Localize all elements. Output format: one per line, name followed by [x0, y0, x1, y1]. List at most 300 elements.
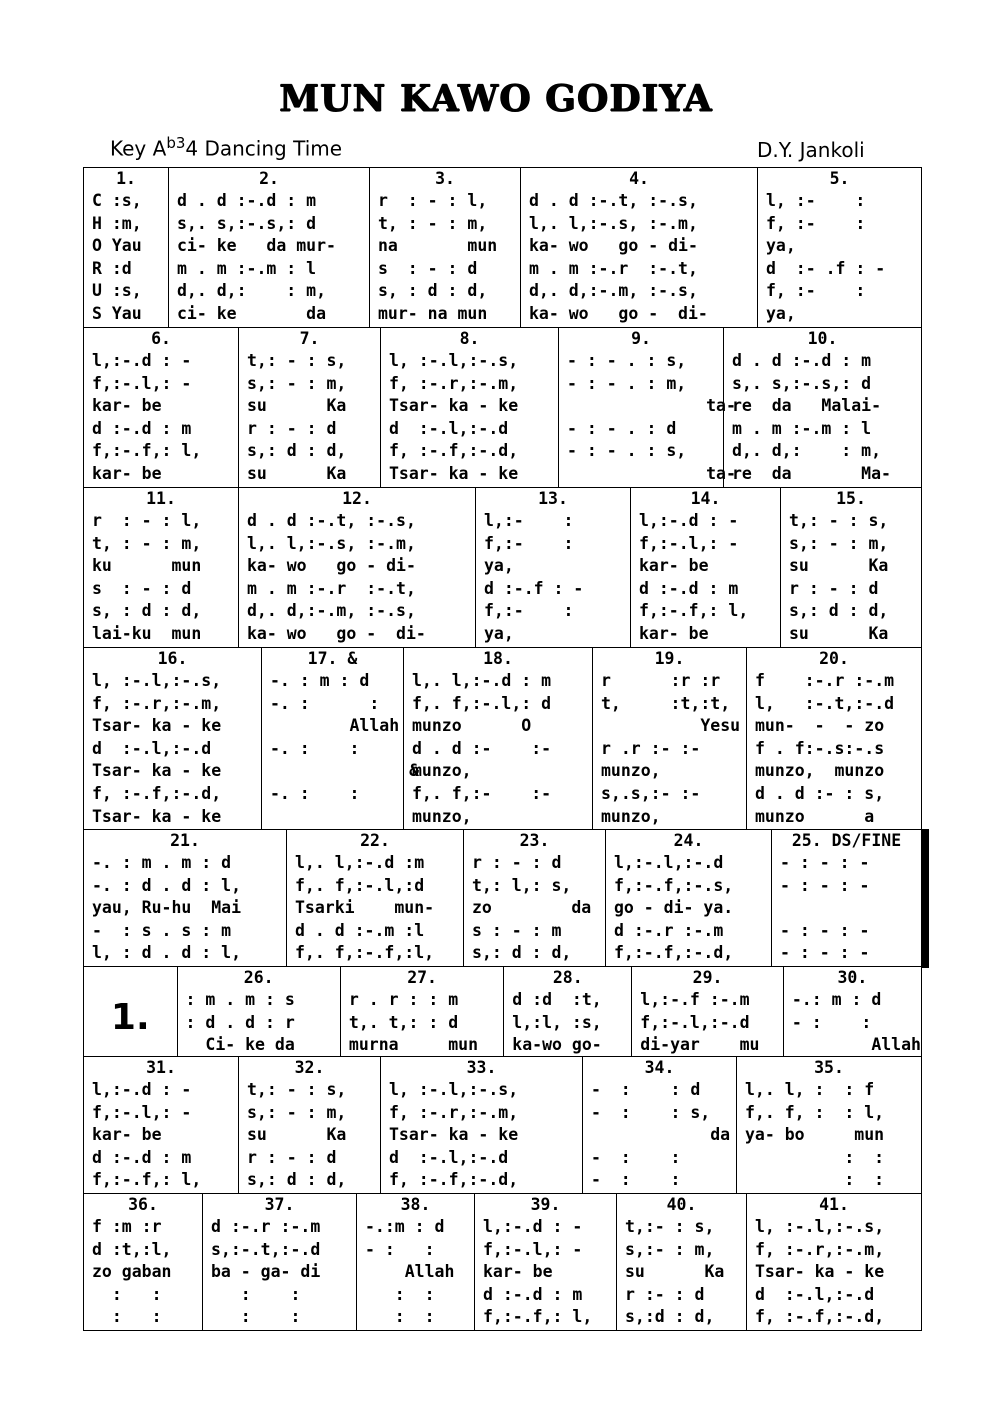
soprano-line: l, :-.l,:-.s,: [92, 671, 222, 690]
lyric-line: munzo O: [412, 716, 532, 736]
bass-line: -. : :: [270, 783, 360, 803]
tenor-line: d :-.l,:-.d: [92, 738, 212, 758]
soprano-line: d :d :t,: [512, 990, 602, 1009]
bass-line: s,: d : d,: [247, 441, 347, 461]
tenor-line: : :: [92, 1284, 162, 1304]
measure-15: [780, 488, 921, 647]
measure-4: [520, 168, 757, 327]
measure-25: [771, 830, 921, 966]
measure-number: 5.: [829, 169, 850, 188]
soprano-line: l,:-.l,:-.d: [614, 853, 724, 872]
lyric-line: go - di- ya.: [614, 898, 734, 918]
tenor-line: d :-.l,:-.d: [755, 1284, 875, 1304]
measure-27: [340, 967, 503, 1056]
measure-number: 27.: [407, 968, 437, 987]
measure-29: [631, 967, 783, 1056]
score-system-1: [83, 167, 922, 327]
lyric-line: ya- bo mun: [745, 1125, 885, 1145]
measure-number: 25. DS/FINE: [791, 831, 902, 850]
measure-14: [630, 488, 780, 647]
alto-line: f,:-.f,:-.s,: [614, 875, 734, 895]
alto-line: s,: - : m,: [247, 1102, 347, 1122]
measure-21: [84, 830, 286, 966]
bass-line: - : - . : s,: [567, 441, 687, 461]
soprano-line: d . d :-.t, :-.s,: [529, 191, 698, 210]
soprano-line: l,:-.d : -: [92, 351, 192, 370]
measure-number: 8.: [459, 329, 480, 348]
soprano-line: r : - : d: [472, 853, 562, 872]
tenor-line: R :d: [92, 258, 132, 278]
tenor-line: r : - : d: [247, 418, 337, 438]
alto-line: -. : :: [270, 693, 380, 713]
bass-line: f,. f,:- :-: [412, 783, 552, 803]
tenor-line: m . m :-.r :-.t,: [529, 258, 698, 278]
tenor-line: f . f:-.s:-.s: [755, 738, 885, 758]
bass-line: d,. d,: : m,: [732, 441, 882, 461]
lyric-line: di-yar mu: [640, 1035, 760, 1055]
measure-32: [238, 1057, 380, 1193]
soprano-line: l, :- :: [766, 191, 866, 210]
measure-16: [84, 648, 261, 829]
soprano-line: l,:-.f :-.m: [640, 990, 750, 1009]
alto-line: f,:- :: [484, 533, 574, 553]
bass-line: s,: d : d,: [789, 601, 889, 621]
bass-line: s,: d : d,: [472, 943, 572, 963]
measure-number: 32.: [294, 1058, 325, 1077]
measure-number: 17. &: [307, 649, 358, 668]
measure-34: [582, 1057, 736, 1193]
tenor-line: d :-.d : m: [639, 578, 739, 598]
lyric-line: Tsar- ka - ke: [92, 761, 222, 781]
lyric-line: kar- be: [92, 1125, 162, 1145]
bass-line: : :: [211, 1307, 301, 1327]
lyric-line: munzo,: [601, 806, 661, 826]
lyric-line: ya,: [766, 303, 796, 323]
alto-line: f,:-.l,:-.d: [640, 1012, 750, 1032]
bass-line: f, :-.f,:-.d,: [389, 1170, 519, 1190]
alto-line: - : :: [791, 1012, 872, 1032]
score-system-6: [83, 966, 922, 1056]
lyric-line: zo gaban: [92, 1262, 172, 1282]
alto-line: f,:-.l,: -: [639, 533, 739, 553]
bass-line: : :: [745, 1170, 885, 1190]
lyric-line: ka- wo go - di-: [247, 556, 416, 576]
lyric-line: O Yau: [92, 236, 142, 256]
soprano-line: l,. l, : : f: [745, 1080, 875, 1099]
tenor-line: s : - : d: [378, 258, 478, 278]
lyric-line: su Ka: [789, 623, 889, 643]
measure-31: [84, 1057, 238, 1193]
measure-3: [369, 168, 520, 327]
measure-number: 28.: [552, 968, 583, 987]
bass-line: f,:-.f,: l,: [639, 601, 749, 621]
alto-line: s,:- : m,: [625, 1239, 715, 1259]
alto-line: l,. l,:-.s, :-.m,: [529, 213, 698, 233]
measure-28: [503, 967, 631, 1056]
measure-26: [177, 967, 340, 1056]
lyric-line: munzo,: [601, 761, 661, 781]
lyric-line: ka- wo go - di-: [247, 623, 426, 643]
lyric-line: su Ka: [247, 396, 347, 416]
tenor-line: d :-.d : m: [92, 1147, 192, 1167]
measure-number: 38.: [400, 1195, 431, 1214]
alto-line: d :t,:l,: [92, 1239, 172, 1259]
measure-number: 15.: [836, 489, 866, 508]
measure-number: 11.: [146, 489, 176, 508]
measure-number: 6.: [151, 329, 171, 348]
lyric-line: mun- - - zo: [755, 716, 885, 736]
soprano-line: - : - : -: [780, 853, 870, 872]
tenor-line: d :-.d : m: [92, 418, 192, 438]
soprano-line: l,:-.d : -: [92, 1080, 192, 1099]
lyric-line: Tsar- ka - ke: [92, 806, 222, 826]
tenor-line: d :-.f : -: [484, 578, 584, 598]
lyric-line: ci- ke da mur-: [177, 236, 336, 256]
bass-line: f, :- :: [766, 281, 866, 301]
lyric-line: S Yau: [92, 303, 142, 323]
measure-7: [238, 328, 380, 487]
soprano-line: l,:- :: [484, 511, 574, 530]
bass-line: : :: [365, 1307, 435, 1327]
measure-number: 14.: [690, 489, 721, 508]
measure-number: 26.: [243, 968, 274, 987]
alto-line: -. : d . d : l,: [92, 875, 242, 895]
alto-line: - : - : -: [780, 875, 870, 895]
bass-line: l, : d . d : l,: [92, 943, 242, 963]
measure-1: [84, 168, 168, 327]
tenor-line: d . d :-.m :l: [295, 920, 425, 940]
soprano-line: f :m :r: [92, 1217, 162, 1236]
alto-line: - : - . : m,: [567, 373, 687, 393]
alto-line: f, :-.r,:-.m,: [92, 693, 222, 713]
lyric-line: ya,: [484, 623, 514, 643]
measure-24: [605, 830, 771, 966]
measure-number: 40.: [666, 1195, 697, 1214]
measure-number: 39.: [530, 1195, 561, 1214]
bass-line: s,.s,:- :-: [601, 783, 701, 803]
soprano-line: d :-.r :-.m: [211, 1217, 321, 1236]
measure-number: 35.: [814, 1058, 844, 1077]
alto-line: f,:-.l,: -: [483, 1239, 583, 1259]
lyric-line: munzo, munzo: [755, 761, 885, 781]
tenor-line: s : - : m: [472, 920, 562, 940]
bass-line: f,:-.f,: l,: [483, 1307, 593, 1327]
lyric-line: Allah: [365, 1262, 455, 1282]
tenor-line: r .r :- :-: [601, 738, 701, 758]
bass-line: f,. f,:-.f,:l,: [295, 943, 435, 963]
alto-line: t, : - : m,: [378, 213, 488, 233]
soprano-line: r . r : : m: [348, 990, 459, 1009]
measure-number: 41.: [819, 1195, 849, 1214]
soprano-line: -. : m : d: [270, 671, 370, 690]
alto-line: l, :-.t,:-.d: [755, 693, 895, 713]
soprano-line: : m . m : s: [185, 990, 295, 1009]
alto-line: f,. f,:-.l,:d: [295, 875, 425, 895]
measure-number: 13.: [538, 489, 568, 508]
lyric-line: ka- wo go - di-: [529, 303, 708, 323]
bass-line: f, :-.f,:-.d,: [92, 783, 222, 803]
alto-line: f,:-.l,: -: [92, 1102, 192, 1122]
soprano-line: t,: - : s,: [789, 511, 889, 530]
measure-33: [380, 1057, 582, 1193]
lyric-line: Tsarki mun-: [295, 898, 435, 918]
measure-number: 33.: [466, 1058, 497, 1077]
tenor-line: r :- : d: [625, 1284, 705, 1304]
lyric-line: ku mun: [92, 556, 202, 576]
lyric-line: ba - ga- di: [211, 1262, 321, 1282]
lyric-line: kar- be: [639, 556, 709, 576]
alto-line: - : :: [365, 1239, 435, 1259]
lyric-line: mur- na mun: [378, 303, 488, 323]
bass-line: f,:-.f,:-.d,: [614, 943, 734, 963]
lyric-line: ya,: [766, 236, 796, 256]
bass-line: - : - : -: [780, 943, 870, 963]
lyric-line: ta-: [567, 396, 736, 416]
soprano-line: -.:m : d: [365, 1217, 445, 1236]
tenor-line: s : - : d: [92, 578, 192, 598]
lyric-line: kar- be: [92, 396, 162, 416]
measure-11: [84, 488, 238, 647]
measure-23: [463, 830, 605, 966]
measure-number: 4.: [629, 169, 649, 188]
lyric-line: Tsar- ka - ke: [389, 396, 519, 416]
bass-line: d,. d,:-.m, :-.s,: [247, 601, 416, 621]
bass-line: s,:d : d,: [625, 1307, 715, 1327]
measure-number: 21.: [170, 831, 200, 850]
soprano-line: C :s,: [92, 191, 142, 210]
soprano-line: t,: - : s,: [247, 1080, 347, 1099]
lyric-line: Tsar- ka - ke: [389, 463, 519, 483]
alto-line: s,. s,:-.s,: d: [177, 213, 317, 233]
bass-line: s, : d : d,: [378, 281, 488, 301]
soprano-line: r : - : l,: [92, 511, 202, 530]
tenor-line: m . m :-.m : l: [177, 258, 317, 278]
alto-line: H :m,: [92, 213, 142, 233]
tenor-line: m . m :-.r :-.t,: [247, 578, 416, 598]
tenor-line: d . d :- :-: [412, 738, 552, 758]
lyric-line: na mun: [378, 236, 498, 256]
soprano-line: l, :-.l,:-.s,: [755, 1217, 885, 1236]
score-system-3: [83, 487, 922, 647]
bass-line: f, :-.f,:-.d,: [755, 1307, 885, 1327]
measure-39: [474, 1194, 616, 1330]
measure-12: [238, 488, 475, 647]
first-ending-label: 1.: [110, 997, 150, 1038]
lyric-line: su Ka: [789, 556, 889, 576]
lyric-line: Ci- ke da: [185, 1035, 295, 1055]
soprano-line: l,. l,:-.d :m: [295, 853, 425, 872]
alto-line: s,:-.t,:-.d: [211, 1239, 321, 1259]
measure-38: [356, 1194, 474, 1330]
measure-number: 18.: [483, 649, 513, 668]
score-system-7: [83, 1056, 922, 1193]
lyric-line: murna mun: [348, 1035, 479, 1055]
measure-30: [783, 967, 921, 1056]
score-system-4: [83, 647, 922, 829]
lyric-line: ya,: [484, 556, 514, 576]
soprano-line: - : : d: [591, 1080, 701, 1099]
tenor-line: d :-.l,:-.d: [389, 1147, 509, 1167]
measure-number: 9.: [631, 329, 651, 348]
lyric-line: Tsar- ka - ke: [389, 1125, 519, 1145]
bass-line: d,. d,:-.m, :-.s,: [529, 281, 698, 301]
measure-number: 10.: [807, 329, 838, 348]
measure-number: 37.: [264, 1195, 295, 1214]
alto-line: s,. s,:-.s,: d: [732, 373, 872, 393]
alto-line: f, :-.r,:-.m,: [389, 1102, 519, 1122]
alto-line: : d . d : r: [185, 1012, 295, 1032]
alto-line: f,. f, : : l,: [745, 1102, 885, 1122]
composer-name: D.Y. Jankoli: [757, 138, 865, 162]
measure-13: [475, 488, 630, 647]
measure-number: 3.: [435, 169, 455, 188]
soprano-line: t,:- : s,: [625, 1217, 715, 1236]
soprano-line: l,:-.d : -: [639, 511, 739, 530]
lyric-line: ka-wo go-: [512, 1035, 602, 1055]
tenor-line: - : s . s : m: [92, 920, 232, 940]
lyric-line: kar- be: [92, 463, 162, 483]
bass-line: f,:-.f,: l,: [92, 1170, 202, 1190]
soprano-line: r : - : l,: [378, 191, 488, 210]
measure-5: [757, 168, 921, 327]
first-ending-box: [84, 967, 177, 1056]
bass-line: U :s,: [92, 281, 142, 301]
soprano-line: t,: - : s,: [247, 351, 347, 370]
measure-35: [736, 1057, 921, 1193]
alto-line: t, :t,:t,: [601, 693, 731, 713]
measure-number: 29.: [692, 968, 723, 987]
soprano-line: l,:-.d : -: [483, 1217, 583, 1236]
measure-number: 12.: [342, 489, 372, 508]
alto-line: f, :-.r,:-.m,: [755, 1239, 885, 1259]
key-signature: Key $A^{b3}4$ Dancing Time: [110, 134, 343, 161]
measure-17: [261, 648, 420, 829]
tenor-line: : :: [211, 1284, 301, 1304]
soprano-line: - : - . : s,: [567, 351, 687, 370]
lyric-line: zo da: [472, 898, 592, 918]
alto-line: l,. l,:-.s, :-.m,: [247, 533, 416, 553]
lyric-line: kar- be: [483, 1262, 553, 1282]
lyric-line: Allah: [270, 716, 400, 736]
alto-line: s,: - : m,: [789, 533, 889, 553]
score-system-5: [83, 829, 922, 966]
measure-6: [84, 328, 238, 487]
measure-number: 23.: [519, 831, 550, 850]
alto-line: - : : s,: [591, 1102, 711, 1122]
soprano-line: -. : m . m : d: [92, 853, 232, 872]
soprano-line: r :r :r: [601, 671, 721, 690]
tenor-line: - : - . : d: [567, 418, 677, 438]
tenor-line: m . m :-.m : l: [732, 418, 872, 438]
lyric-line: ka- wo go - di-: [529, 236, 698, 256]
tenor-line: - : :: [591, 1147, 681, 1167]
measure-number: 24.: [673, 831, 704, 850]
tenor-line: -. : :: [270, 738, 360, 758]
lyric-line: lai-ku mun: [92, 623, 202, 643]
bass-line: f,:-.f,: l,: [92, 441, 202, 461]
soprano-line: f :-.r :-.m: [755, 671, 895, 690]
measure-number: 7.: [299, 329, 320, 348]
alto-line: t,. t,: : d: [348, 1012, 459, 1032]
lyric-line: ta-: [567, 463, 736, 483]
measure-number: 22.: [360, 831, 390, 850]
soprano-line: d . d :-.d : m: [177, 191, 317, 210]
alto-line: t,: l,: s,: [472, 875, 572, 895]
final-barline: [921, 829, 929, 968]
lyric-line: su Ka: [247, 463, 347, 483]
lyric-line: Yesu: [601, 716, 741, 736]
tenor-line: : :: [365, 1284, 435, 1304]
measure-18: [403, 648, 592, 829]
tenor-line: - : - : -: [780, 920, 870, 940]
bass-line: s, : d : d,: [92, 601, 202, 621]
lyric-line: &: [270, 761, 420, 781]
lyric-line: Tsar- ka - ke: [92, 716, 222, 736]
measure-40: [616, 1194, 746, 1330]
measure-10: [723, 328, 921, 487]
measure-20: [746, 648, 921, 829]
alto-line: f,. f,:-.l,: d: [412, 693, 552, 713]
tenor-line: d :-.r :-.m: [614, 920, 724, 940]
tenor-line: d :-.l,:-.d: [389, 418, 509, 438]
alto-line: f,:-.l,: -: [92, 373, 192, 393]
score-system-2: [83, 327, 922, 487]
measure-number: 20.: [819, 649, 849, 668]
lyric-line: Allah: [791, 1035, 921, 1055]
measure-2: [168, 168, 369, 327]
alto-line: s,: - : m,: [247, 373, 347, 393]
soprano-line: d . d :-.d : m: [732, 351, 872, 370]
measure-number: 34.: [644, 1058, 675, 1077]
tenor-line: r : - : d: [789, 578, 879, 598]
measure-37: [202, 1194, 356, 1330]
measure-41: [746, 1194, 921, 1330]
tenor-line: d :- .f : -: [766, 258, 886, 278]
lyric-line: munzo,: [412, 761, 472, 781]
tenor-line: r : - : d: [247, 1147, 337, 1167]
bass-line: f,:- :: [484, 601, 574, 621]
measure-number: 30.: [837, 968, 868, 987]
bass-line: - : :: [591, 1170, 681, 1190]
soprano-line: l,. l,:-.d : m: [412, 671, 552, 690]
measure-36: [84, 1194, 202, 1330]
bass-line: f, :-.f,:-.d,: [389, 441, 519, 461]
lyric-line: da: [591, 1125, 731, 1145]
alto-line: f, :-.r,:-.m,: [389, 373, 519, 393]
alto-line: l,:l, :s,: [512, 1012, 602, 1032]
lyric-line: Tsar- ka - ke: [755, 1262, 885, 1282]
lyric-line: kar- be: [639, 623, 709, 643]
tenor-line: d :-.d : m: [483, 1284, 583, 1304]
bass-line: : :: [92, 1307, 162, 1327]
bass-line: d . d :- : s,: [755, 783, 885, 803]
soprano-line: l, :-.l,:-.s,: [389, 1080, 519, 1099]
lyric-line: re da Malai-: [732, 396, 882, 416]
score-system-8: [83, 1193, 922, 1331]
alto-line: f, :- :: [766, 213, 866, 233]
bass-line: d,. d,: : m,: [177, 281, 327, 301]
soprano-line: l, :-.l,:-.s,: [389, 351, 519, 370]
measure-number: 31.: [146, 1058, 176, 1077]
measure-22: [286, 830, 463, 966]
lyric-line: [772, 897, 921, 920]
bass-line: s,: d : d,: [247, 1170, 347, 1190]
lyric-line: su Ka: [625, 1262, 725, 1282]
measure-number: 1.: [116, 169, 136, 188]
measure-number: 2.: [259, 169, 279, 188]
lyric-line: yau, Ru-hu Mai: [92, 898, 242, 918]
alto-line: t, : - : m,: [92, 533, 202, 553]
